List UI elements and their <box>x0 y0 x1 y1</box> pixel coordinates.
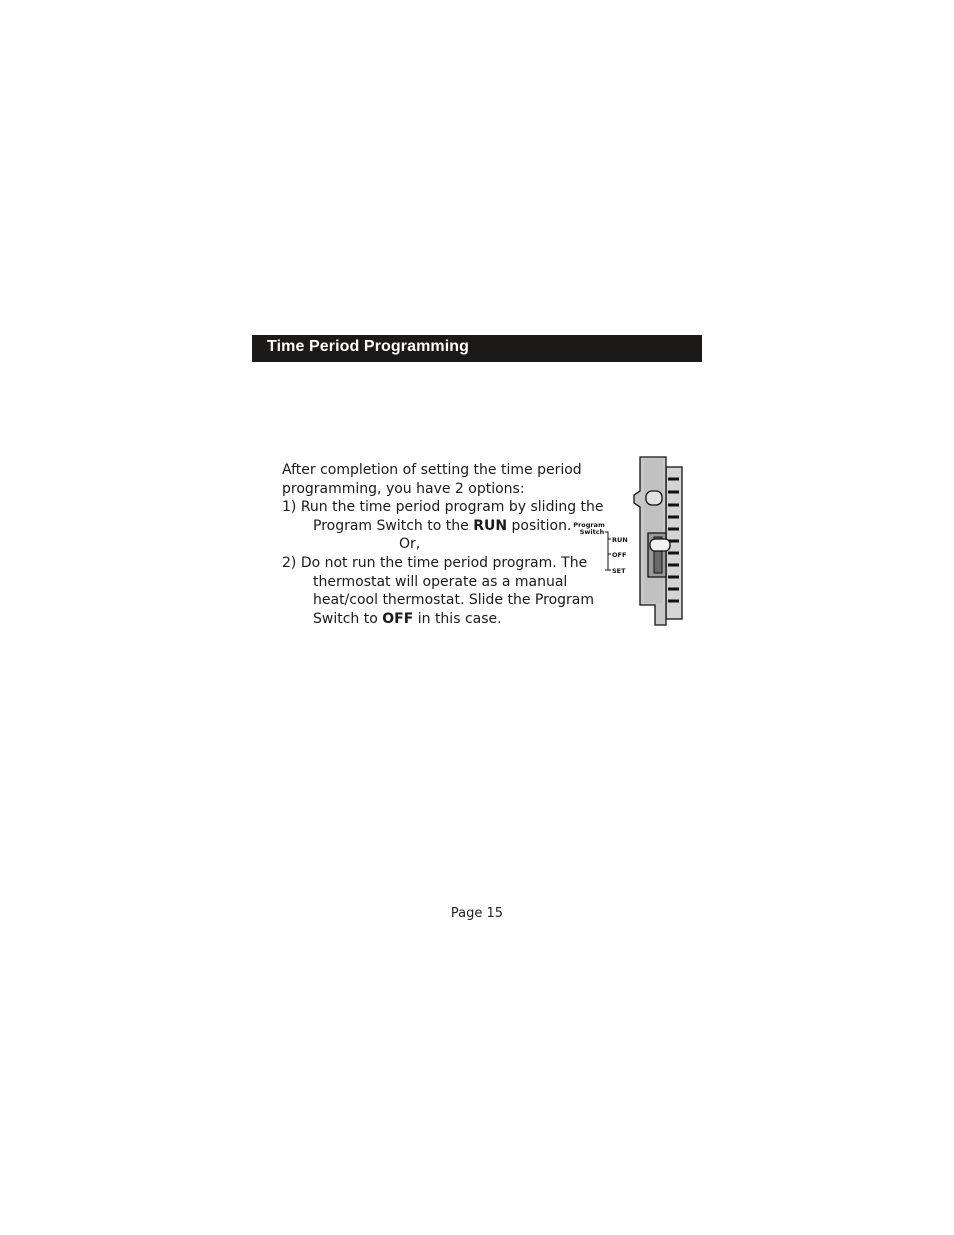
option-1-text-post: position. <box>507 517 572 534</box>
section-title: Time Period Programming <box>267 338 470 355</box>
page-number: Page 15 <box>450 906 504 921</box>
option-2-line-4 <box>282 610 582 629</box>
option-2-line-1: 2) Do not run the time period program. The <box>282 554 588 571</box>
round-button-icon <box>646 491 662 505</box>
option-1-text-pre: Program Switch to the <box>313 517 474 534</box>
option-2-text-post: in this case. <box>413 610 502 627</box>
off-keyword: OFF <box>382 610 414 627</box>
option-1-line-1: 1) Run the time period program by sliding the <box>282 499 604 516</box>
set-position-label: SET <box>612 567 626 575</box>
section-header-bar <box>252 335 702 362</box>
program-switch-slider <box>650 539 670 551</box>
intro-line-1: After completion of setting the time period <box>282 462 582 478</box>
run-position-label: RUN <box>612 536 628 544</box>
run-keyword: RUN <box>473 517 508 534</box>
option-2-line-2: thermostat will operate as a manual <box>313 573 568 590</box>
option-1-line-2 <box>282 517 582 536</box>
position-bracket <box>605 532 611 570</box>
option-2-text-pre: Switch to <box>313 610 383 627</box>
off-position-label: OFF <box>612 551 627 559</box>
program-label-line-2: Switch <box>579 528 605 536</box>
intro-line-2: programming, you have 2 options: <box>282 480 525 497</box>
thermostat-side-svg <box>572 455 686 631</box>
option-2-line-3: heat/cool thermostat. Slide the Program <box>313 592 594 609</box>
program-label-line-1: Program <box>573 521 605 529</box>
instructions-text <box>282 461 604 628</box>
cover-shading <box>644 459 663 603</box>
or-separator: Or, <box>399 536 421 553</box>
thermostat-side-illustration <box>572 455 686 631</box>
